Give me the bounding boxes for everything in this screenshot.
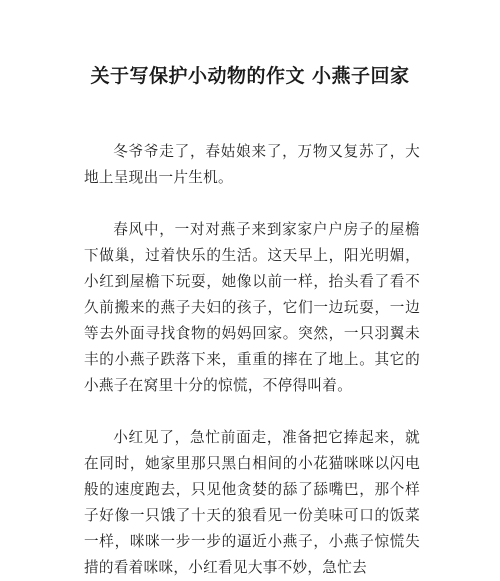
article-title: 关于写保护小动物的作文 小燕子回家 — [90, 65, 410, 87]
paragraph-1: 冬爷爷走了，春姑娘来了，万物又复苏了，大地上呈现出一片生机。 — [84, 143, 420, 186]
paragraph-2: 春风中，一对对燕子来到家家户户房子的屋檐下做巢，过着快乐的生活。这天早上，阳光明媚，小红到屋檐下玩耍，她像以前一样，抬头看了看不久前搬来的燕子夫妇的孩子，它们一边玩耍，一边等去外面寻找食物的妈妈回家。突然，一只羽翼未丰的小燕子跌落下来，重重的摔在了地上。其它的小燕子在窝里十分的惊慌，不停得叫着。 — [84, 221, 420, 394]
article-body — [84, 139, 420, 581]
paragraph-3: 小红见了，急忙前面走，准备把它捧起来，就在同时，她家里那只黑白相间的小花猫咪咪以闪电般的速度跑去，只见他贪婪的舔了舔嘴巴，那个样子好像一只饿了十天的狼看见一份美味可口的饭菜一样，咪咪一步一步的逼近小燕子，小燕子惊慌失措的看着咪咪，小红看见大事不妙，急忙去 — [84, 429, 420, 576]
